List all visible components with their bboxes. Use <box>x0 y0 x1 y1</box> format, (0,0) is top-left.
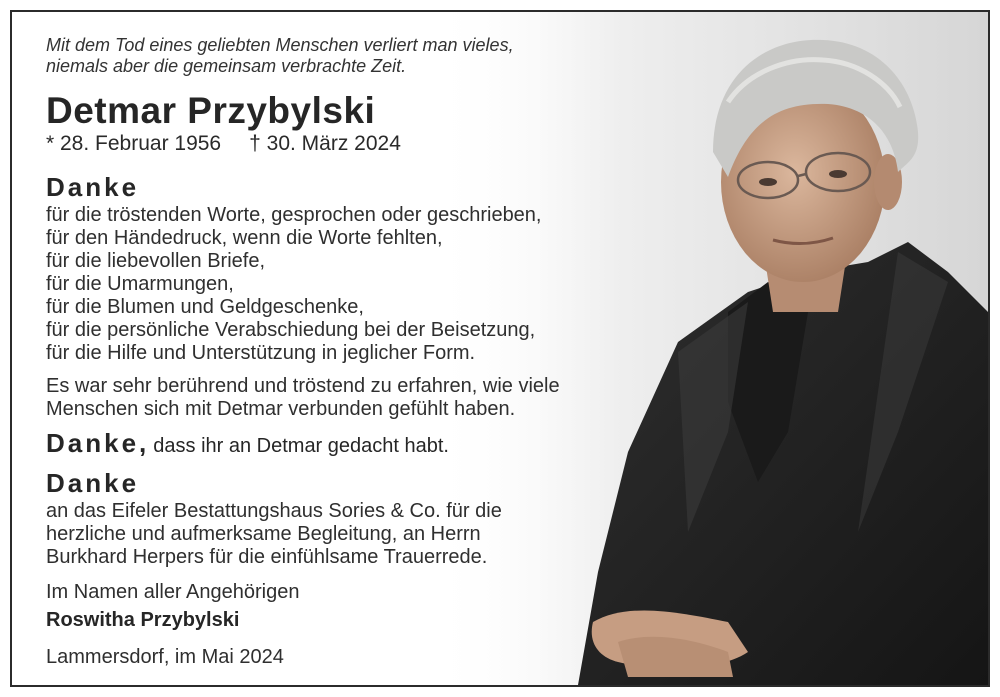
funeral-thanks-line: herzliche und aufmerksame Begleitung, an Herrn <box>46 523 481 545</box>
funeral-thanks-line: an das Eifeler Bestattungshaus Sories & Co. für die <box>46 500 502 522</box>
life-dates <box>46 132 401 156</box>
thanks-heading-2 <box>46 428 449 459</box>
on-behalf-line: Im Namen aller Angehörigen <box>46 581 300 603</box>
thanks-line: für die tröstenden Worte, gesprochen oder geschrieben, <box>46 204 542 226</box>
thanks-heading-2-text: dass ihr an Detmar gedacht habt. <box>153 435 449 457</box>
thanks-heading-3: Danke <box>46 468 140 498</box>
paragraph-line: Menschen sich mit Detmar verbunden gefühlt haben. <box>46 398 516 420</box>
thanks-line: für die Umarmungen, <box>46 273 234 295</box>
thanks-line: für die persönliche Verabschiedung bei der Beisetzung, <box>46 319 536 341</box>
quote-line-2: niemals aber die gemeinsam verbrachte Zeit. <box>46 56 407 76</box>
deceased-name: Detmar Przybylski <box>46 90 376 131</box>
quote-line-1: Mit dem Tod eines geliebten Menschen verliert man vieles, <box>46 35 514 55</box>
thanks-line: für die Blumen und Geldgeschenke, <box>46 296 364 318</box>
paragraph-line: Es war sehr berührend und tröstend zu erfahren, wie viele <box>46 375 560 397</box>
thanks-heading-1: Danke <box>46 172 140 202</box>
place-date: Lammersdorf, im Mai 2024 <box>46 646 284 668</box>
thanks-heading-2-word: Danke, <box>46 428 150 458</box>
thanks-line: für den Händedruck, wenn die Worte fehlten, <box>46 227 443 249</box>
birth-date: * 28. Februar 1956 <box>46 132 222 155</box>
signer-name: Roswitha Przybylski <box>46 609 240 631</box>
thanks-line: für die Hilfe und Unterstützung in jeglicher Form. <box>46 342 476 364</box>
funeral-thanks-line: Burkhard Herpers für die einfühlsame Trauerrede. <box>46 546 488 568</box>
thanks-line: für die liebevollen Briefe, <box>46 250 266 272</box>
portrait-photo <box>428 12 988 685</box>
death-date: † 30. März 2024 <box>249 132 401 155</box>
obituary-card <box>10 10 990 687</box>
